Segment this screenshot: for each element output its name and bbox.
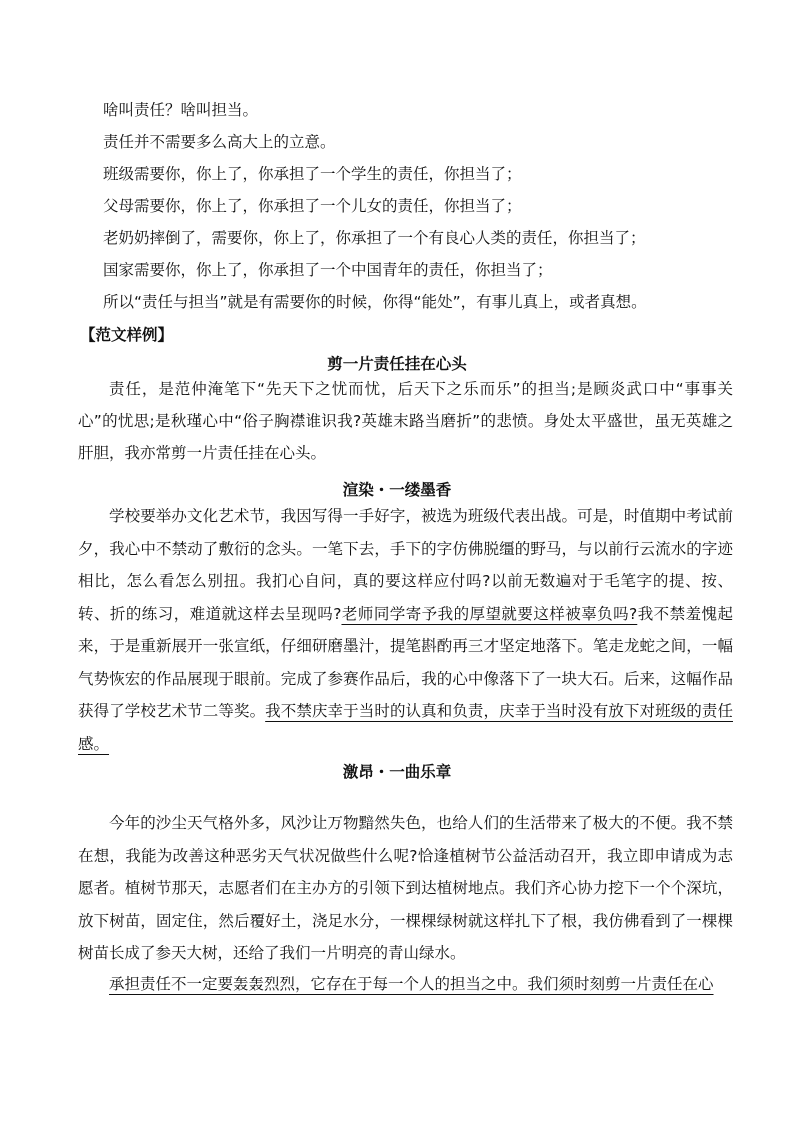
subsection-2-title: 激昂・一曲乐章 — [342, 763, 452, 781]
intro-line-6: 国家需要你，你上了，你承担了一个中国青年的责任，你担当了； — [103, 261, 553, 279]
closing-underlined-text: 承担责任不一定要轰轰烈烈，它存在于每一个人的担当之中。我们须时刻剪一片责任在心 — [109, 975, 714, 993]
subsection-1-underlined-1: 老师同学寄予我的厚望就要这样被辜负吗? — [341, 604, 638, 623]
intro-line-3: 班级需要你，你上了，你承担了一个学生的责任，你担当了； — [103, 165, 522, 183]
subsection-1-text-a: 学校要举办文化艺术节，我因写得一手好字，被选为班级代表出战。可是，时值期中考试前夕，我心中不禁动了敷衍的念头。一笔下去，手下的字仿佛脱缰的野马，与以前行云流水的字迹相比，怎么看怎么别扭。我扪心自问，真的要这样应付吗?以前无数遍对于毛笔字的提、按、转、折的练习，难道就这样去呈现吗? — [78, 507, 733, 623]
subsection-1-title: 渲染・一缕墨香 — [342, 481, 452, 499]
subsection-1-text-b: 我不禁羞愧起来，于是重新展开一张宣纸，仔细研磨墨汁，提笔斟酌再三才坚定地落下。笔走龙蛇之间，一幅气势恢宏的作品展现于眼前。完成了参赛作品后，我的心中像落下了一块大石。后来，这幅作品获得了学校艺术节二等奖。 — [78, 604, 733, 720]
intro-line-1: 啥叫责任？啥叫担当。 — [103, 101, 259, 119]
essay-intro-paragraph: 责任，是范仲淹笔下“先天下之忧而忧，后天下之乐而乐”的担当;是顾炎武口中“事事关心”的忧思;是秋瑾心中“俗子胸襟谁识我?英雄末路当磨折”的悲愤。身处太平盛世，虽无英雄之肝胆，我亦常剪一片责任挂在心头。 — [78, 380, 733, 462]
intro-line-4: 父母需要你，你上了，你承担了一个儿女的责任，你担当了； — [103, 197, 522, 215]
intro-line-2: 责任并不需要多么高大上的立意。 — [103, 133, 336, 151]
section-label: 【范文样例】 — [80, 326, 174, 344]
subsection-2-paragraph: 今年的沙尘天气格外多，风沙让万物黯然失色，也给人们的生活带来了极大的不便。我不禁在想，我能为改善这种恶劣天气状况做些什么呢?恰逢植树节公益活动召开，我立即申请成为志愿者。植树节那天，志愿者们在主办方的引领下到达植树地点。我们齐心协力挖下一个个深坑，放下树苗，固定住，然后覆好土，浇足水分，一棵棵绿树就这样扎下了根，我仿佛看到了一棵棵树苗长成了参天大树，还给了我们一片明亮的青山绿水。 — [78, 814, 733, 962]
intro-line-5: 老奶奶摔倒了，需要你，你上了，你承担了一个有良心人类的责任，你担当了； — [103, 229, 646, 247]
subsection-1-underlined-2: 我不禁庆幸于当时的认真和负责，庆幸于当时没有放下对班级的责任感。 — [78, 702, 733, 753]
closing-paragraph — [78, 968, 733, 1000]
subsection-1-paragraph — [78, 500, 733, 760]
essay-title: 剪一片责任挂在心头 — [327, 355, 467, 373]
intro-line-7: 所以“责任与担当”就是有需要你的时候，你得“能处”，有事儿真上，或者真想。 — [103, 293, 647, 311]
